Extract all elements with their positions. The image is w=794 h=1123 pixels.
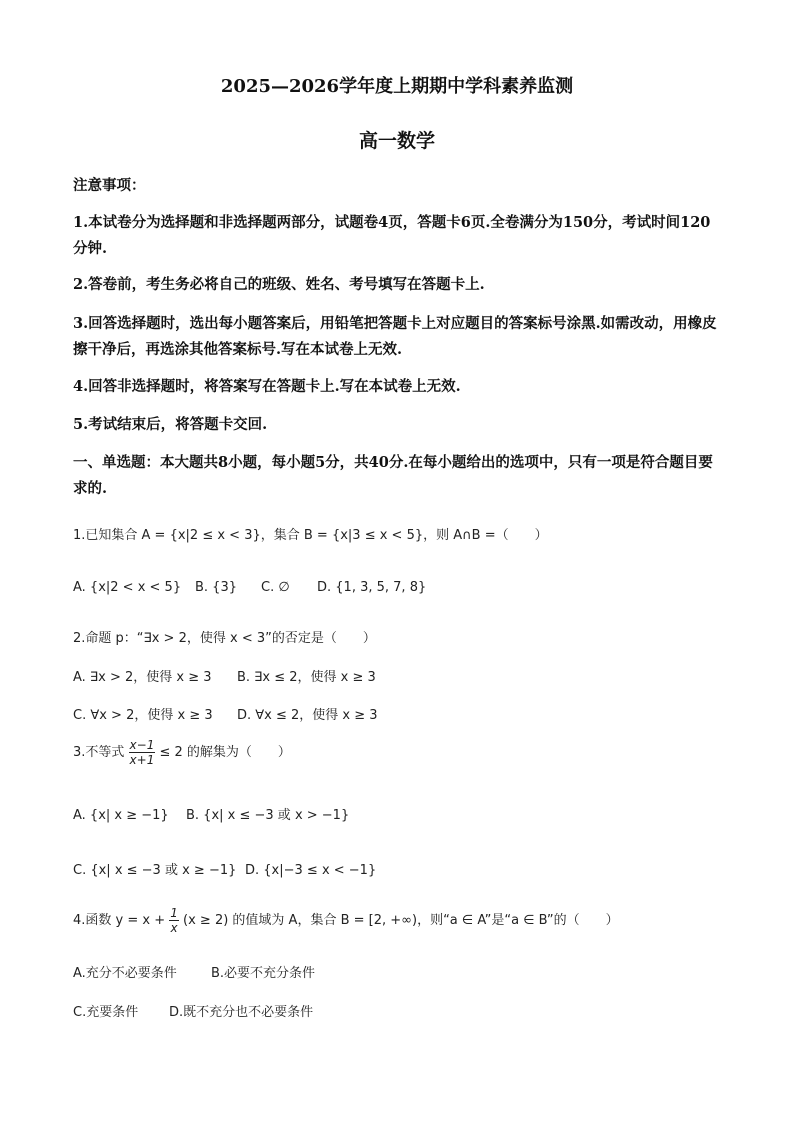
question-2-option-c: C. ∀x > 2，使得 x ≥ 3: [73, 708, 213, 723]
question-4-stem: [73, 906, 619, 935]
question-4-options-row1: [73, 962, 315, 981]
note-item-5: 5.考试结束后，将答题卡交回.: [73, 416, 268, 433]
question-3-fraction-denominator: x+1: [129, 753, 155, 767]
question-3-fraction: [129, 738, 156, 767]
note-item-3: 3.回答选择题时，选出每小题答案后，用铅笔把答题卡上对应题目的答案标号涂黑.如需改动，用橡皮擦干净后，再选涂其他答案标号.写在本试卷上无效.: [73, 315, 717, 358]
question-2-stem: 2.命题 p：“∃x > 2，使得 x < 3”的否定是（ ）: [73, 631, 376, 646]
question-4-option-d: D.既不充分也不必要条件: [169, 1005, 314, 1020]
question-2-option-b: B. ∃x ≤ 2，使得 x ≥ 3: [237, 670, 376, 685]
question-2-options-row1: [73, 666, 376, 685]
note-item-1: 1.本试卷分为选择题和非选择题两部分，试题卷4页，答题卡6页.全卷满分为150分，考试时间120分钟.: [73, 214, 711, 257]
question-3-stem-suffix: ≤ 2 的解集为（ ）: [159, 745, 291, 760]
question-1-option-a: A. {x|2 < x < 5}: [73, 580, 182, 595]
question-4-option-c: C.充要条件: [73, 1005, 139, 1020]
question-4-option-a: A.充分不必要条件: [73, 966, 177, 981]
question-3-option-b: B. {x| x ≤ −3 或 x > −1}: [186, 808, 350, 823]
note-item-4: 4.回答非选择题时，将答案写在答题卡上.写在本试卷上无效.: [73, 378, 461, 395]
exam-title: 2025—2026学年度上期期中学科素养监测: [220, 76, 574, 97]
question-4-fraction-numerator: 1: [170, 906, 178, 920]
question-2-options-row2: [73, 704, 378, 723]
question-4-fraction: [169, 906, 179, 935]
question-4-stem-prefix: 4.函数 y = x +: [73, 913, 166, 928]
section-heading: 一、单选题：本大题共8小题，每小题5分，共40分.在每小题给出的选项中，只有一项是符合题目要求的.: [73, 454, 713, 497]
note-item-2: 2.答卷前，考生务必将自己的班级、姓名、考号填写在答题卡上.: [73, 276, 485, 293]
question-3-option-c: C. {x| x ≤ −3 或 x ≥ −1}: [73, 863, 237, 878]
question-1-option-d: D. {1, 3, 5, 7, 8}: [317, 580, 427, 595]
notes-heading: 注意事项：: [73, 177, 146, 194]
question-1-options: [73, 580, 426, 595]
question-2-option-d: D. ∀x ≤ 2，使得 x ≥ 3: [237, 708, 378, 723]
question-1-option-c: C. ∅: [261, 580, 290, 595]
question-3-options-row1: [73, 804, 349, 823]
question-4-fraction-denominator: x: [170, 921, 178, 935]
question-1-stem: 1.已知集合 A = {x|2 ≤ x < 3}，集合 B = {x|3 ≤ x < 5}，则 A∩B =（ ）: [73, 528, 548, 543]
subject-title: 高一数学: [358, 130, 435, 152]
question-3-option-d: D. {x|−3 ≤ x < −1}: [245, 863, 377, 878]
question-4-option-b: B.必要不充分条件: [211, 966, 316, 981]
question-3-stem-prefix: 3.不等式: [73, 745, 125, 760]
question-2-option-a: A. ∃x > 2，使得 x ≥ 3: [73, 670, 212, 685]
question-3-options-row2: [73, 859, 376, 878]
question-3-fraction-numerator: x−1: [129, 738, 155, 752]
question-3-option-a: A. {x| x ≥ −1}: [73, 808, 169, 823]
question-1-option-b: B. {3}: [195, 580, 237, 595]
question-4-options-row2: [73, 1001, 313, 1020]
question-4-stem-suffix: (x ≥ 2) 的值域为 A，集合 B = [2, +∞)，则“a ∈ A”是“a ∈ B”的（ ）: [183, 913, 619, 928]
question-3-stem: [73, 738, 291, 767]
